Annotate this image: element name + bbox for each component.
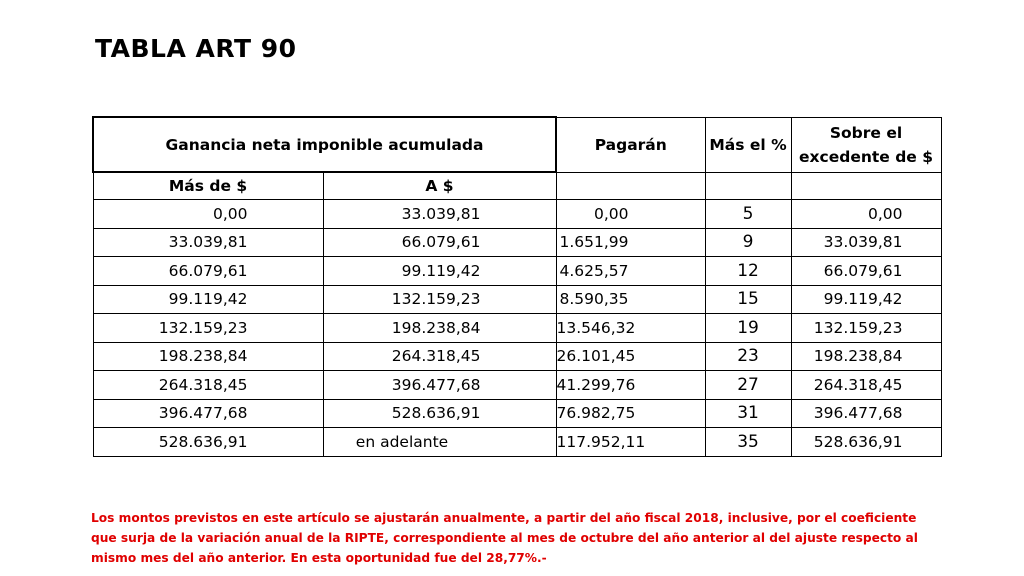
cell-excedente: 0,00: [791, 200, 941, 229]
cell-mas-de: 132.159,23: [93, 314, 323, 343]
cell-pct: 15: [705, 285, 791, 314]
cell-mas-de: 66.079,61: [93, 257, 323, 286]
table-row: [93, 428, 941, 457]
table-row: [93, 314, 941, 343]
header-pagaran: Pagarán: [556, 117, 705, 172]
cell-excedente: 66.079,61: [791, 257, 941, 286]
cell-pagaran: 4.625,57: [556, 257, 705, 286]
cell-excedente: 396.477,68: [791, 399, 941, 428]
cell-mas-de: 33.039,81: [93, 228, 323, 257]
cell-pagaran: 41.299,76: [556, 371, 705, 400]
cell-pagaran: 13.546,32: [556, 314, 705, 343]
table-row: [93, 342, 941, 371]
header-sobre-excedente: Sobre el excedente de $: [791, 117, 941, 172]
cell-excedente: 33.039,81: [791, 228, 941, 257]
cell-pct: 27: [705, 371, 791, 400]
cell-pct: 9: [705, 228, 791, 257]
header-row-sub: [93, 172, 941, 200]
cell-pct: 23: [705, 342, 791, 371]
header-a: A $: [323, 172, 556, 200]
cell-mas-de: 264.318,45: [93, 371, 323, 400]
table-row: [93, 228, 941, 257]
cell-pagaran: 117.952,11: [556, 428, 705, 457]
cell-a: 396.477,68: [323, 371, 556, 400]
cell-a: 264.318,45: [323, 342, 556, 371]
cell-a: 198.238,84: [323, 314, 556, 343]
cell-a: en adelante: [323, 428, 556, 457]
cell-pct: 12: [705, 257, 791, 286]
header-empty-cell: [791, 172, 941, 200]
cell-pagaran: 1.651,99: [556, 228, 705, 257]
header-empty-cell: [705, 172, 791, 200]
cell-pagaran: 0,00: [556, 200, 705, 229]
table-row: [93, 200, 941, 229]
page-title: TABLA ART 90: [95, 34, 297, 63]
cell-excedente: 264.318,45: [791, 371, 941, 400]
header-mas-el-pct: Más el %: [705, 117, 791, 172]
header-row-top: [93, 117, 941, 172]
cell-a: 66.079,61: [323, 228, 556, 257]
cell-excedente: 99.119,42: [791, 285, 941, 314]
cell-a: 132.159,23: [323, 285, 556, 314]
cell-mas-de: 396.477,68: [93, 399, 323, 428]
table-row: [93, 371, 941, 400]
table-row: [93, 257, 941, 286]
cell-excedente: 528.636,91: [791, 428, 941, 457]
cell-pagaran: 76.982,75: [556, 399, 705, 428]
cell-a: 33.039,81: [323, 200, 556, 229]
header-ganancia-neta: Ganancia neta imponible acumulada: [93, 117, 556, 172]
cell-mas-de: 528.636,91: [93, 428, 323, 457]
table-row: [93, 399, 941, 428]
cell-excedente: 132.159,23: [791, 314, 941, 343]
cell-a: 528.636,91: [323, 399, 556, 428]
cell-pagaran: 26.101,45: [556, 342, 705, 371]
cell-pct: 19: [705, 314, 791, 343]
cell-mas-de: 0,00: [93, 200, 323, 229]
table-row: [93, 285, 941, 314]
cell-excedente: 198.238,84: [791, 342, 941, 371]
cell-pct: 35: [705, 428, 791, 457]
cell-mas-de: 198.238,84: [93, 342, 323, 371]
cell-pct: 31: [705, 399, 791, 428]
cell-pagaran: 8.590,35: [556, 285, 705, 314]
header-empty-cell: [556, 172, 705, 200]
header-mas-de: Más de $: [93, 172, 323, 200]
cell-mas-de: 99.119,42: [93, 285, 323, 314]
cell-pct: 5: [705, 200, 791, 229]
cell-a: 99.119,42: [323, 257, 556, 286]
tax-table: [92, 116, 942, 457]
adjustment-note: Los montos previstos en este artículo se ajustarán anualmente, a partir del año fiscal 2018, inclusive, por el coeficiente que surja de la variación anual de la RIPTE, correspondiente al mes de octubre del año anterior al del ajuste respecto al mismo mes del año anterior. En esta oportunidad fue del 28,77%.-: [91, 511, 918, 565]
